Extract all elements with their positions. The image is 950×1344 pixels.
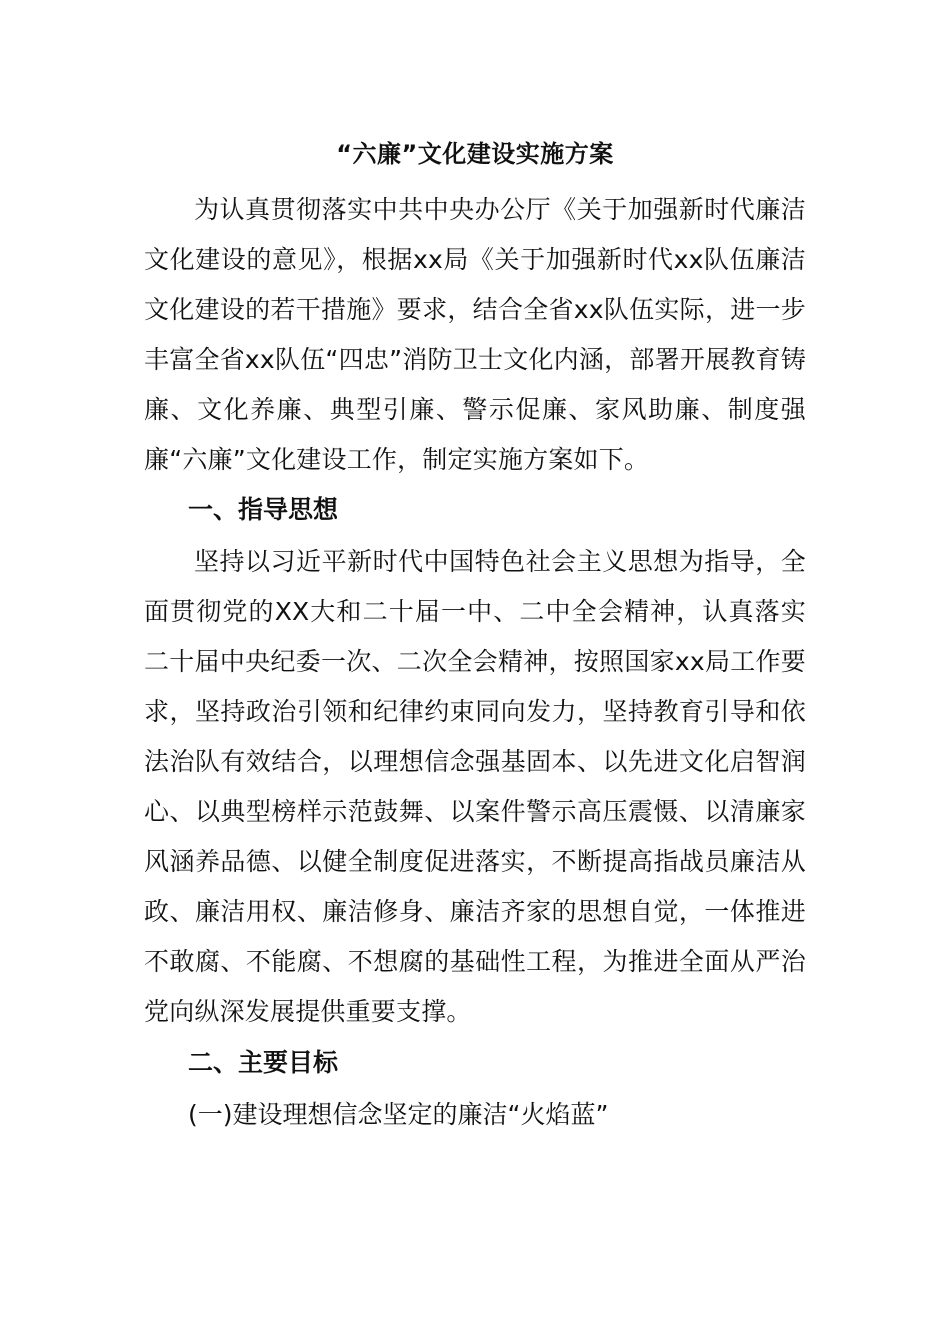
section-heading-guiding-ideology: 一、指导思想	[188, 495, 339, 524]
subsection-heading-1: (一)建设理想信念坚定的廉洁“火焰蓝”	[188, 1100, 609, 1129]
guiding-ideology-paragraph: 坚持以习近平新时代中国特色社会主义思想为指导，全面贯彻党的XX大和二十届一中、二中全会精神，认真落实二十届中央纪委一次、二次全会精神，按照国家xx局工作要求，坚持政治引领和纪律约束同向发力，坚持教育引导和依法治队有效结合，以理想信念强基固本、以先进文化启智润心、以典型榜样示范鼓舞、以案件警示高压震慑、以清廉家风涵养品德、以健全制度促进落实，不断提高指战员廉洁从政、廉洁用权、廉洁修身、廉洁齐家的思想自觉，一体推进不敢腐、不能腐、不想腐的基础性工程，为推进全面从严治党向纵深发展提供重要支撑。	[144, 547, 806, 1026]
section-heading-main-goals: 二、主要目标	[188, 1048, 339, 1077]
intro-paragraph: 为认真贯彻落实中共中央办公厅《关于加强新时代廉洁文化建设的意见》，根据xx局《关于加强新时代xx队伍廉洁文化建设的若干措施》要求，结合全省xx队伍实际，进一步丰富全省xx队伍“四忠”消防卫士文化内涵，部署开展教育铸廉、文化养廉、典型引廉、警示促廉、家风助廉、制度强廉“六廉”文化建设工作，制定实施方案如下。	[144, 195, 806, 474]
document-title: “六廉”文化建设实施方案	[336, 140, 614, 168]
